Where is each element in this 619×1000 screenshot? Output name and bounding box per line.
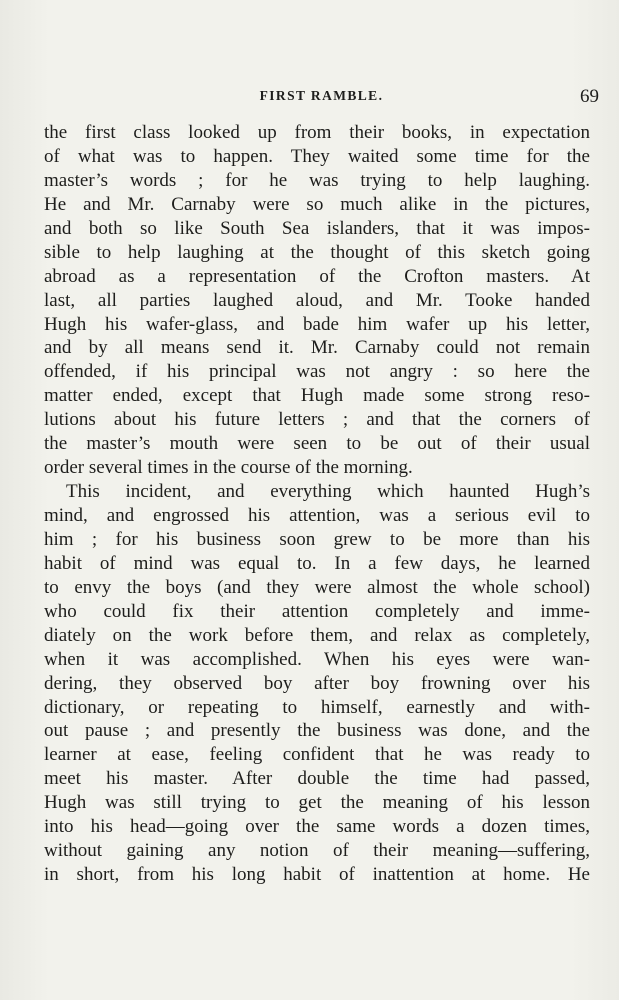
body-text [44, 121, 590, 887]
text-line: the first class looked up from their books, in expectation [44, 122, 590, 143]
text-line: habit of mind was equal to. In a few days, he learned [44, 552, 590, 574]
text-line: last, all parties laughed aloud, and Mr. Tooke handed [44, 289, 590, 311]
text-line: Hugh was still trying to get the meaning of his lesson [44, 792, 590, 814]
text-line: and by all means send it. Mr. Carnaby could not remain [44, 337, 590, 359]
text-line: the master’s mouth were seen to be out of their usual [44, 433, 590, 455]
text-line: when it was accomplished. When his eyes were wan- [44, 648, 590, 670]
text-line: He and Mr. Carnaby were so much alike in the pictures, [44, 193, 590, 215]
text-line: of what was to happen. They waited some time for the [44, 145, 590, 167]
running-head [44, 86, 599, 106]
text-line: dictionary, or repeating to himself, earnestly and with- [44, 696, 590, 718]
running-title: FIRST RAMBLE. [259, 88, 384, 103]
text-line: master’s words ; for he was trying to help laughing. [44, 169, 590, 191]
text-line: in short, from his long habit of inattention at home. He [44, 864, 590, 886]
text-line: into his head—going over the same words a dozen times, [44, 816, 590, 838]
text-line: without gaining any notion of their meaning—suffering, [44, 840, 590, 862]
text-line: mind, and engrossed his attention, was a serious evil to [44, 505, 590, 526]
text-line: who could fix their attention completely and imme- [44, 600, 590, 622]
text-line: and both so like South Sea islanders, that it was impos- [44, 217, 590, 239]
paragraph-end-line: order several times in the course of the morning. [44, 457, 413, 479]
text-line: him ; for his business soon grew to be more than his [44, 528, 590, 550]
text-line: dering, they observed boy after boy frowning over his [44, 672, 590, 694]
text-line: to envy the boys (and they were almost the whole school) [44, 576, 590, 598]
text-line: out pause ; and presently the business was done, and the [44, 720, 590, 742]
text-line: Hugh his wafer-glass, and bade him wafer up his letter, [44, 313, 590, 335]
text-line: diately on the work before them, and relax as completely, [44, 624, 590, 646]
text-line: matter ended, except that Hugh made some strong reso- [44, 385, 590, 407]
text-line: sible to help laughing at the thought of this sketch going [44, 241, 590, 263]
text-line: abroad as a representation of the Crofton masters. At [44, 265, 590, 287]
text-line: meet his master. After double the time had passed, [44, 768, 590, 790]
text-line: learner at ease, feeling confident that he was ready to [44, 744, 590, 766]
text-line: offended, if his principal was not angry : so here the [44, 361, 590, 383]
page-number: 69 [580, 86, 599, 107]
paragraph-start-line: This incident, and everything which haunted Hugh’s [66, 481, 590, 503]
text-line: lutions about his future letters ; and that the corners of [44, 409, 590, 431]
